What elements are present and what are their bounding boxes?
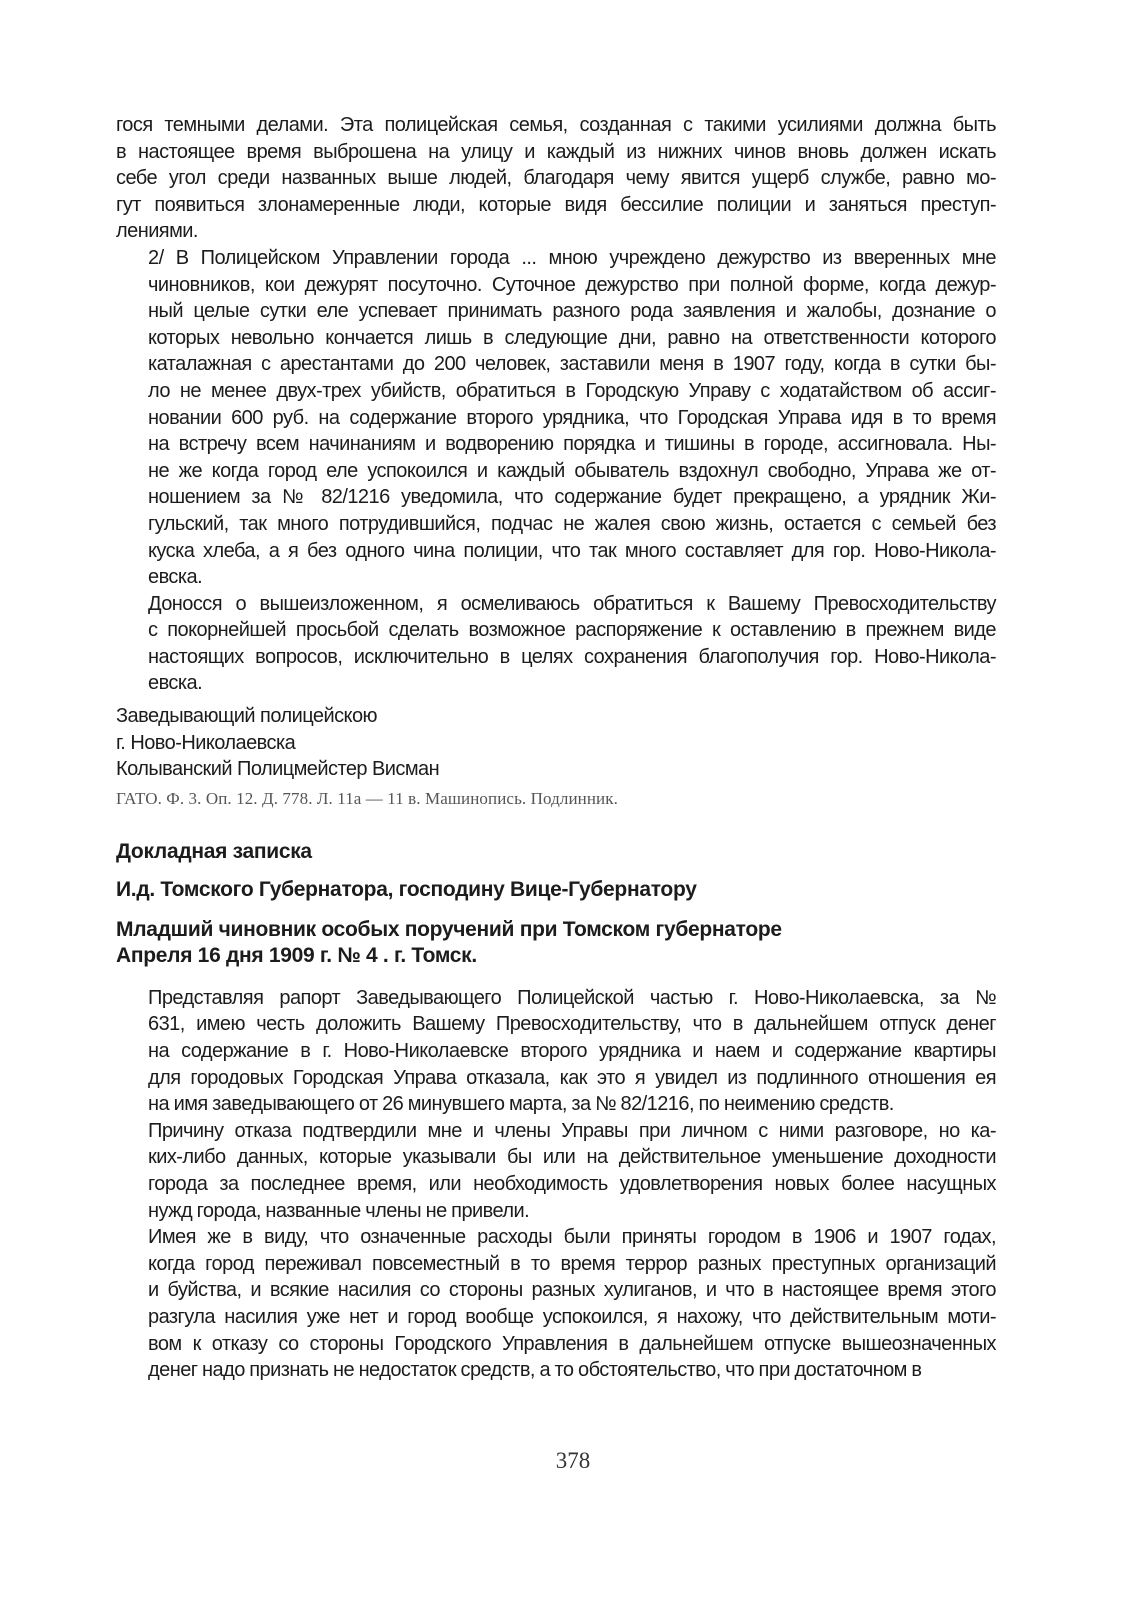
text-line: в настоящее время выброшена на улицу и каждый из нижних чинов вновь должен искать bbox=[116, 140, 996, 163]
document-title: Докладная записка bbox=[116, 839, 312, 863]
paragraph bbox=[116, 985, 996, 1118]
text-line: евска. bbox=[148, 566, 203, 589]
signature-line: Колыванский Полицмейстер Висман bbox=[116, 758, 440, 781]
text-line: 2/ В Полицейском Управлении города ... мною учреждено дежурство из вверенных мне bbox=[148, 246, 996, 269]
text-line: вом к отказу со стороны Городского Управления в дальнейшем отпуске вышеозначенных bbox=[148, 1332, 996, 1355]
text-line: денег надо признать не недостаток средств, а то обстоятельство, что при достаточном в bbox=[148, 1359, 922, 1382]
text-line: евска. bbox=[148, 672, 203, 695]
text-line: гося темными делами. Эта полицейская семья, созданная с такими усилиями должна быть bbox=[116, 114, 996, 136]
signature-block bbox=[116, 703, 996, 783]
sender-line: Младший чиновник особых поручений при Томском губернаторе bbox=[116, 917, 782, 941]
paragraph bbox=[116, 1118, 996, 1224]
archive-source-note: ГАТО. Ф. 3. Оп. 12. Д. 778. Л. 11а — 11 в. Машинопись. Подлинник. bbox=[116, 788, 618, 808]
signature-line: г. Ново-Николаевска bbox=[116, 731, 296, 754]
text-line: себе угол среди названных выше людей, благодаря чему явится ущерб службе, равно мо- bbox=[116, 167, 996, 190]
addressee-heading: И.д. Томского Губернатора, господину Вице-Губернатору bbox=[116, 877, 697, 901]
page-number: 378 bbox=[555, 1448, 591, 1473]
text-line: 631, имею честь доложить Вашему Превосходительству, что в дальнейшем отпуск денег bbox=[148, 1013, 996, 1036]
text-line: гульский, так много потрудившийся, подчас не жалея свою жизнь, остается с семьей без bbox=[148, 512, 996, 535]
text-line: на имя заведывающего от 26 минувшего марта, за № 82/1216, по неимению средств. bbox=[148, 1093, 894, 1116]
document-page bbox=[116, 112, 996, 1384]
paragraph bbox=[116, 591, 996, 697]
text-line: на встречу всем начинаниям и водворению порядка и тишины в городе, ассигновала. Ны- bbox=[148, 433, 996, 456]
text-line: которых невольно кончается лишь в следующие дни, равно на ответственности которого bbox=[148, 326, 996, 349]
text-line: новании 600 руб. на содержание второго урядника, что Городская Управа идя в то время bbox=[148, 406, 996, 429]
top-body-text bbox=[116, 112, 996, 697]
signature-line: Заведывающий полицейскою bbox=[116, 705, 377, 728]
text-line: куска хлеба, а я без одного чина полиции, что так много составляет для гор. Ново-Николa- bbox=[148, 539, 996, 562]
text-line: настоящих вопросов, исключительно в целях сохранения благополучия гор. Ново-Никола- bbox=[148, 645, 996, 668]
text-line: каталажная с арестантами до 200 человек, заставили меня в 1907 году, когда в сутки бы- bbox=[148, 353, 996, 376]
sender-line: Апреля 16 дня 1909 г. № 4 . г. Томск. bbox=[116, 943, 477, 967]
bottom-body-text bbox=[116, 985, 996, 1384]
paragraph bbox=[116, 112, 996, 245]
text-line: разгула насилия уже нет и город вообще успокоился, я нахожу, что действительным моти- bbox=[148, 1305, 996, 1328]
text-line: когда город переживал повсеместный в то время террор разных преступных организаций bbox=[148, 1252, 996, 1275]
text-line: на содержание в г. Ново-Николаевске второго урядника и наем и содержание квартиры bbox=[148, 1040, 996, 1063]
text-line: Доносся о вышеизложенном, я осмеливаюсь обратиться к Вашему Превосходительству bbox=[148, 592, 996, 615]
text-line: гут появиться злонамеренные люди, которые видя бессилие полиции и заняться преступ- bbox=[116, 193, 996, 216]
text-line: ношением за № 82/1216 уведомила, что содержание будет прекращено, а урядник Жи- bbox=[148, 486, 996, 509]
text-line: Имея же в виду, что означенные расходы были приняты городом в 1906 и 1907 годах, bbox=[148, 1226, 996, 1249]
text-line: Причину отказа подтвердили мне и члены Управы при личном с ними разговоре, но ка- bbox=[148, 1119, 996, 1142]
text-line: ких-либо данных, которые указывали бы или на действительное уменьшение доходности bbox=[148, 1146, 996, 1169]
text-line: ло не менее двух-трех убийств, обратиться в Городскую Управу с ходатайством об ассиг- bbox=[148, 379, 996, 402]
text-line: города за последнее время, или необходимость удовлетворения новых более насущных bbox=[148, 1173, 996, 1195]
text-line: чиновников, кои дежурят посуточно. Суточное дежурство при полной форме, когда дежур- bbox=[148, 273, 996, 296]
text-line: для городовых Городская Управа отказала, как это я увидел из подлинного отношения ея bbox=[148, 1066, 996, 1089]
text-line: и буйства, и всякие насилия со стороны разных хулиганов, и что в настоящее время этого bbox=[148, 1279, 996, 1302]
text-line: ный целые сутки еле успевает принимать разного рода заявления и жалобы, дознание о bbox=[148, 300, 996, 323]
text-line: нужд города, названные члены не привели. bbox=[148, 1199, 530, 1222]
sender-heading bbox=[116, 917, 996, 969]
text-line: Представляя рапорт Заведывающего Полицейской частью г. Ново-Николаевска, за № bbox=[148, 986, 996, 1009]
text-line: лениями. bbox=[116, 220, 198, 243]
paragraph bbox=[116, 245, 996, 591]
text-line: не же когда город еле успокоился и каждый обыватель вздохнул свободно, Управа же от- bbox=[148, 459, 996, 482]
paragraph bbox=[116, 1224, 996, 1384]
text-line: с покорнейшей просьбой сделать возможное распоряжение к оставлению в прежнем виде bbox=[148, 619, 996, 642]
